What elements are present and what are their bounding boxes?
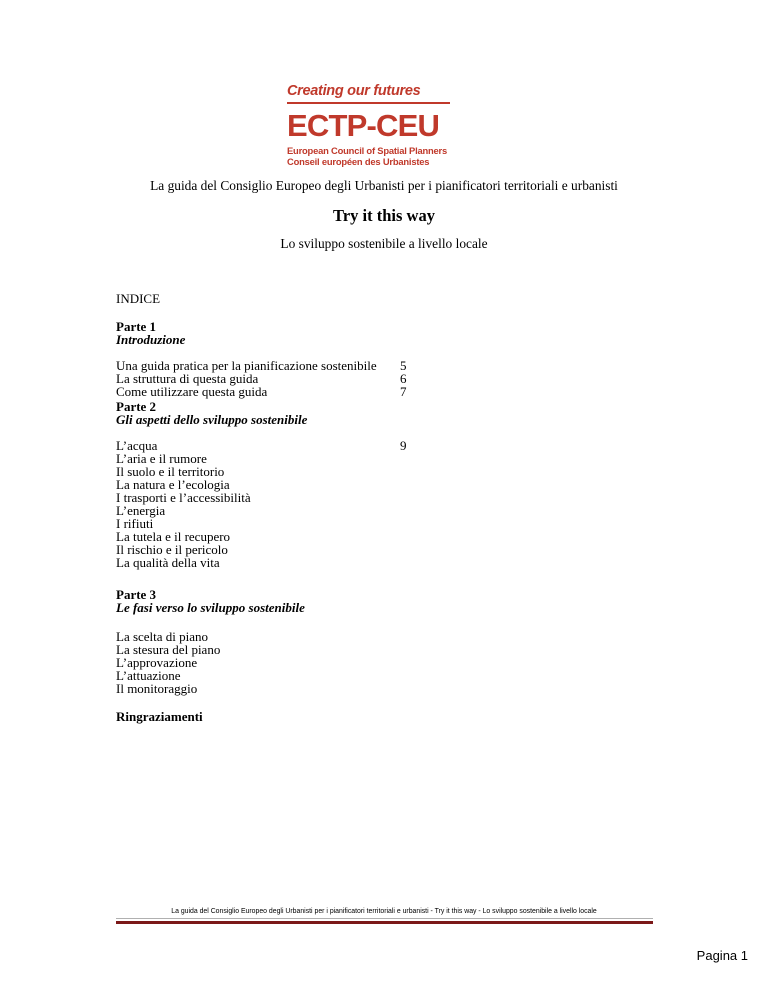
ectp-ceu-logo [287,82,477,167]
toc-heading: INDICE [116,291,161,306]
list-item: La scelta di piano [116,629,209,644]
part2-title: Gli aspetti dello sviluppo sostenibile [116,412,308,427]
part3-label: Parte 3 [116,587,157,602]
list-item: La tutela e il recupero [116,529,231,544]
page-number: 7 [400,384,407,399]
part2-label: Parte 2 [116,399,157,414]
list-item: La qualità della vita [116,555,220,570]
list-item: La natura e l’ecologia [116,477,230,492]
part3-list [116,630,220,695]
list-item: L’attuazione [116,668,181,683]
acknowledgements-heading: Ringraziamenti [116,709,203,724]
list-item: Una guida pratica per la pianificazione sostenibile [116,358,377,373]
page-number: 5 [400,358,407,373]
list-item: L’acqua [116,438,158,453]
part1-title: Introduzione [116,332,186,347]
logo-tagline: Creating our futures [287,83,421,99]
logo-title: ECTP-CEU [287,107,440,143]
page-number: 9 [400,438,407,453]
document-subtitle: La guida del Consiglio Europeo degli Urbanisti per i pianificatori territoriali e urbanisti [150,178,618,193]
logo-subtitle-en: European Council of Spatial Planners [287,144,448,156]
part2-list [116,439,251,569]
page-number-label: Pagina 1 [696,948,748,963]
part1-page-numbers [400,359,407,398]
part1-label: Parte 1 [116,319,157,334]
list-item: I trasporti e l’accessibilità [116,490,251,505]
list-item: Il suolo e il territorio [116,464,225,479]
list-item: La stesura del piano [116,642,221,657]
page-footer-text: La guida del Consiglio Europeo degli Urbanisti per i pianificatori territoriali e urbanisti - Try it this way - Lo sviluppo sostenibile a livello locale [171,908,597,915]
part3-title: Le fasi verso lo sviluppo sostenibile [116,600,305,615]
footer-rule-thin [116,918,653,919]
list-item: L’energia [116,503,166,518]
list-item: L’aria e il rumore [116,451,207,466]
footer-rule-thick [116,921,653,924]
document-subtitle-2: Lo sviluppo sostenibile a livello locale [280,236,488,251]
logo-subtitle-fr: Conseil européen des Urbanistes [287,155,430,167]
page-number: 6 [400,371,407,386]
list-item: Come utilizzare questa guida [116,384,268,399]
document-title: Try it this way [333,206,435,225]
list-item: L’approvazione [116,655,198,670]
logo-rule [287,102,450,104]
part2-page-numbers [400,439,407,452]
list-item: Il monitoraggio [116,681,198,696]
part1-list [116,359,377,398]
list-item: Il rischio e il pericolo [116,542,228,557]
list-item: La struttura di questa guida [116,371,259,386]
list-item: I rifiuti [116,516,154,531]
